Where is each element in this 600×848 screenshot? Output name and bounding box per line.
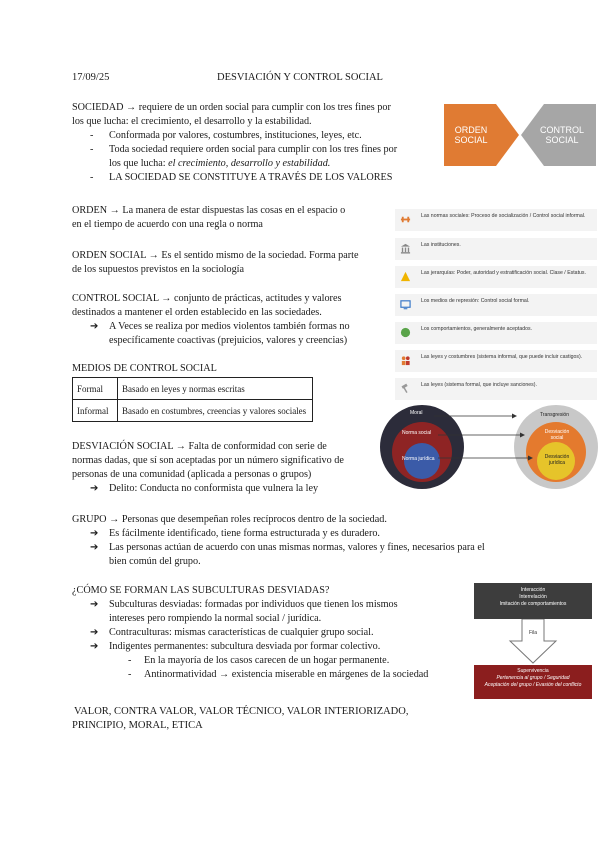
desviacion-bullets — [72, 482, 392, 496]
warning-icon — [400, 271, 411, 282]
list-item: los que lucha: el crecimiento, desarrollo y estabilidad. — [109, 158, 331, 169]
monitor-icon — [400, 299, 411, 310]
flow-bottom-box: Supervivencia Pertenencia al grupo / Seguridad Aceptación del grupo / Evasión del conflicto — [474, 665, 592, 699]
list-item: ➔ Contraculturas: mismas características de cualquier grupo social. — [90, 627, 374, 638]
transgresion-label: Transgresión — [540, 412, 569, 418]
grupo-bullets — [72, 527, 532, 569]
orden-social-line: ORDEN SOCIAL → Es el sentido mismo de la sociedad. Forma parte — [72, 250, 359, 261]
flow-down-arrow — [508, 619, 558, 665]
list-item: - Toda sociedad requiere orden social para cumplir con los tres fines por — [90, 144, 398, 155]
sociedad-bullets — [72, 129, 432, 185]
table-row — [73, 400, 313, 422]
moral-label: Moral — [410, 410, 423, 416]
desviacion-line: personas de una comunidad (aplicada a personas o grupos) — [72, 469, 312, 480]
orden-social-arrow-label: ORDEN SOCIAL — [454, 125, 488, 145]
control-social-line: destinados a mantener el orden establecido en las sociedades. — [72, 307, 322, 318]
desviacion-social-label: Desviación social — [544, 429, 570, 441]
list-item: bien común del grupo. — [109, 556, 201, 567]
list-item: Los comportamientos, generalmente aceptados. — [395, 322, 597, 344]
list-item: ➔ Es fácilmente identificado, tiene forma estructurada y es duradero. — [90, 528, 380, 539]
subculturas-bullets — [72, 598, 467, 682]
control-social-bullets — [72, 320, 392, 348]
list-item: ➔ Delito: Conducta no conformista que vulnera la ley — [90, 483, 319, 494]
people-icon — [400, 355, 411, 366]
subculturas-title: ¿CÓMO SE FORMAN LAS SUBCULTURAS DESVIADAS? — [72, 585, 330, 596]
list-item: intereses pero rompiendo la normal social / jurídica. — [109, 613, 322, 624]
list-item: Las jerarquías: Poder, autoridad y estratificación social. Clase / Estatus. — [395, 266, 597, 288]
list-item: específicamente coactivas (prejuicios, valores y creencias) — [109, 335, 348, 346]
list-item: Las leyes y costumbres (sistema informal, que puede incluir castigos). — [395, 350, 597, 372]
norma-social-label: Norma social — [402, 430, 432, 436]
desviacion-line: DESVIACIÓN SOCIAL → Falta de conformidad con serie de — [72, 441, 327, 452]
list-item: ➔ Subculturas desviadas: formadas por individuos que tienen los mismos — [90, 599, 398, 610]
list-item: Las instituciones. — [395, 238, 597, 260]
flow-top-box: Interacción Interrelación Imitación de comportamientos — [474, 583, 592, 619]
sociedad-line: los que lucha: el crecimiento, el desarrollo y la estabilidad. — [72, 116, 312, 127]
date: 17/09/25 — [72, 72, 110, 83]
orden-social-line: de los supuestos previstos en la sociología — [72, 264, 245, 275]
list-item: Las normas sociales: Proceso de socialización / Control social informal. — [395, 209, 597, 231]
orden-line: ORDEN → La manera de estar dispuestas las cosas en el espacio o — [72, 205, 346, 216]
institution-icon — [400, 243, 411, 254]
list-item: ➔ A Veces se realiza por medios violentos también formas no — [90, 321, 350, 332]
desviacion-juridica-label: Desviación jurídica — [544, 454, 570, 466]
hammer-icon — [400, 383, 411, 394]
desviacion-line: normas dadas, que sí son aceptadas por un número significativo de — [72, 455, 344, 466]
control-social-arrow-label: CONTROL SOCIAL — [539, 125, 584, 145]
list-item: - Antinormatividad → existencia miserable en márgenes de la sociedad — [128, 669, 429, 680]
control-social-line: CONTROL SOCIAL → conjunto de prácticas, actitudes y valores — [72, 293, 342, 304]
list-item: - LA SOCIEDAD SE CONSTITUYE A TRAVÉS DE LOS VALORES — [90, 172, 393, 183]
table-row — [73, 378, 313, 400]
norma-juridica-label: Norma jurídica — [402, 456, 435, 462]
list-item: ➔ Indigentes permanentes: subcultura desviada por formar colectivo. — [90, 641, 381, 652]
list-item: - En la mayoría de los casos carecen de un hogar permanente. — [128, 655, 390, 666]
connector-arrowhead — [512, 414, 517, 419]
list-item: - Conformada por valores, costumbres, instituciones, leyes, etc. — [90, 130, 362, 141]
table-cell: Basado en leyes y normas escritas — [118, 378, 313, 400]
page-title: DESVIACIÓN Y CONTROL SOCIAL — [217, 72, 383, 83]
orden-line: en el tiempo de acuerdo con una regla o norma — [72, 219, 263, 230]
list-item: ➔ Las personas actúan de acuerdo con unas mismas normas, valores y fines, necesarios para el — [90, 542, 485, 553]
globe-icon — [400, 327, 411, 338]
closing-line: PRINCIPIO, MORAL, ETICA — [72, 720, 203, 731]
flow-middle-label: Fila — [528, 630, 538, 636]
closing-line: VALOR, CONTRA VALOR, VALOR TÉCNICO, VALOR INTERIORIZADO, — [74, 706, 409, 717]
table-cell: Basado en costumbres, creencias y valores sociales — [118, 400, 313, 422]
table-cell: Formal — [73, 378, 118, 400]
medios-table — [72, 377, 313, 422]
sociedad-line: SOCIEDAD → requiere de un orden social para cumplir con los tres fines por — [72, 102, 391, 113]
norms-circles-diagram — [380, 405, 598, 493]
grupo-line: GRUPO → Personas que desempeñan roles recíprocos dentro de la sociedad. — [72, 514, 387, 525]
list-item: Los medios de represión: Control social formal. — [395, 294, 597, 316]
gavel-icon — [400, 214, 411, 225]
table-cell: Informal — [73, 400, 118, 422]
medios-title: MEDIOS DE CONTROL SOCIAL — [72, 363, 217, 374]
list-item: Las leyes (sistema formal, que incluye sanciones). — [395, 378, 597, 400]
